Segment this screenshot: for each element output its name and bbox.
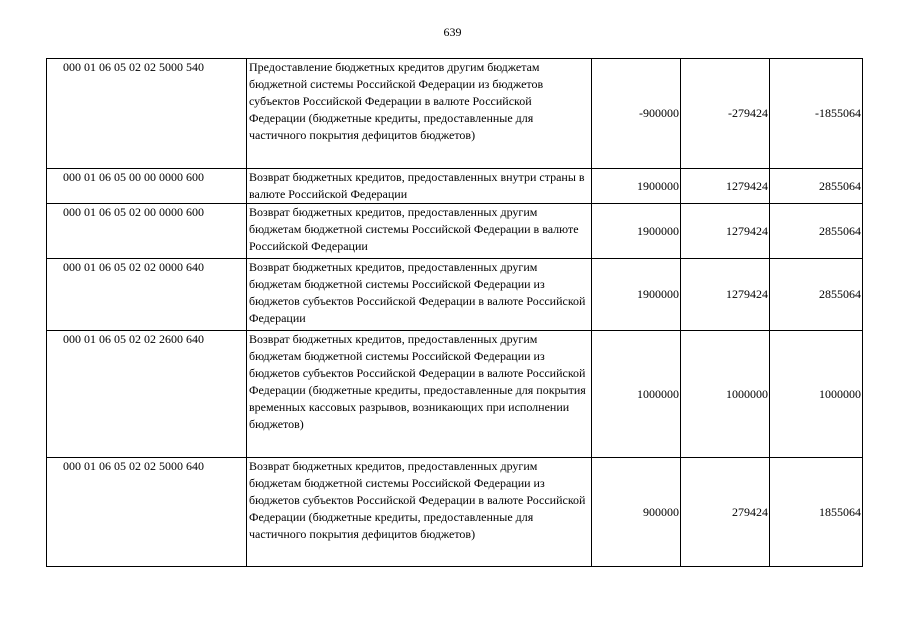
value-cell-1: 1900000 [592,204,681,259]
description-cell: Возврат бюджетных кредитов, предоставленных другим бюджетам бюджетной системы Российской Федерации из бюджетов субъектов Российской Федерации в валюте Российской Федерации (бюджетные кредиты, предоставленные для покрытия временных кассовых разрывов, возникающих при исполнении бюджетов) [247,331,592,458]
table-row [47,59,863,169]
budget-code-cell: 000 01 06 05 02 00 0000 600 [47,204,247,259]
description-cell: Возврат бюджетных кредитов, предоставленных внутри страны в валюте Российской Федерации [247,169,592,204]
value-cell-1: 900000 [592,458,681,567]
value-cell-2: 1279424 [681,204,770,259]
table-row [47,331,863,458]
table-row [47,458,863,567]
budget-code-cell: 000 01 06 05 02 02 0000 640 [47,259,247,331]
value-cell-3: 1000000 [770,331,863,458]
budget-table [46,58,863,567]
value-cell-3: 2855064 [770,204,863,259]
description-cell: Предоставление бюджетных кредитов другим бюджетам бюджетной системы Российской Федерации из бюджетов субъектов Российской Федерации в валюте Российской Федерации (бюджетные кредиты, предоставленные для частичного покрытия дефицитов бюджетов) [247,59,592,169]
value-cell-2: 1000000 [681,331,770,458]
description-cell: Возврат бюджетных кредитов, предоставленных другим бюджетам бюджетной системы Российской Федерации из бюджетов субъектов Российской Федерации в валюте Российской Федерации (бюджетные кредиты, предоставленные для частичного покрытия дефицитов бюджетов) [247,458,592,567]
value-cell-2: 1279424 [681,259,770,331]
table-row [47,169,863,204]
value-cell-2: 1279424 [681,169,770,204]
table-row [47,204,863,259]
value-cell-1: -900000 [592,59,681,169]
value-cell-1: 1900000 [592,259,681,331]
page-number: 639 [443,25,462,39]
value-cell-3: 1855064 [770,458,863,567]
value-cell-2: -279424 [681,59,770,169]
budget-code-cell: 000 01 06 05 02 02 2600 640 [47,331,247,458]
value-cell-1: 1000000 [592,331,681,458]
value-cell-3: 2855064 [770,259,863,331]
value-cell-3: -1855064 [770,59,863,169]
value-cell-3: 2855064 [770,169,863,204]
description-cell: Возврат бюджетных кредитов, предоставленных другим бюджетам бюджетной системы Российской Федерации в валюте Российской Федерации [247,204,592,259]
budget-code-cell: 000 01 06 05 02 02 5000 540 [47,59,247,169]
value-cell-1: 1900000 [592,169,681,204]
budget-code-cell: 000 01 06 05 00 00 0000 600 [47,169,247,204]
value-cell-2: 279424 [681,458,770,567]
budget-code-cell: 000 01 06 05 02 02 5000 640 [47,458,247,567]
table-row [47,259,863,331]
description-cell: Возврат бюджетных кредитов, предоставленных другим бюджетам бюджетной системы Российской Федерации из бюджетов субъектов Российской Федерации в валюте Российской Федерации [247,259,592,331]
